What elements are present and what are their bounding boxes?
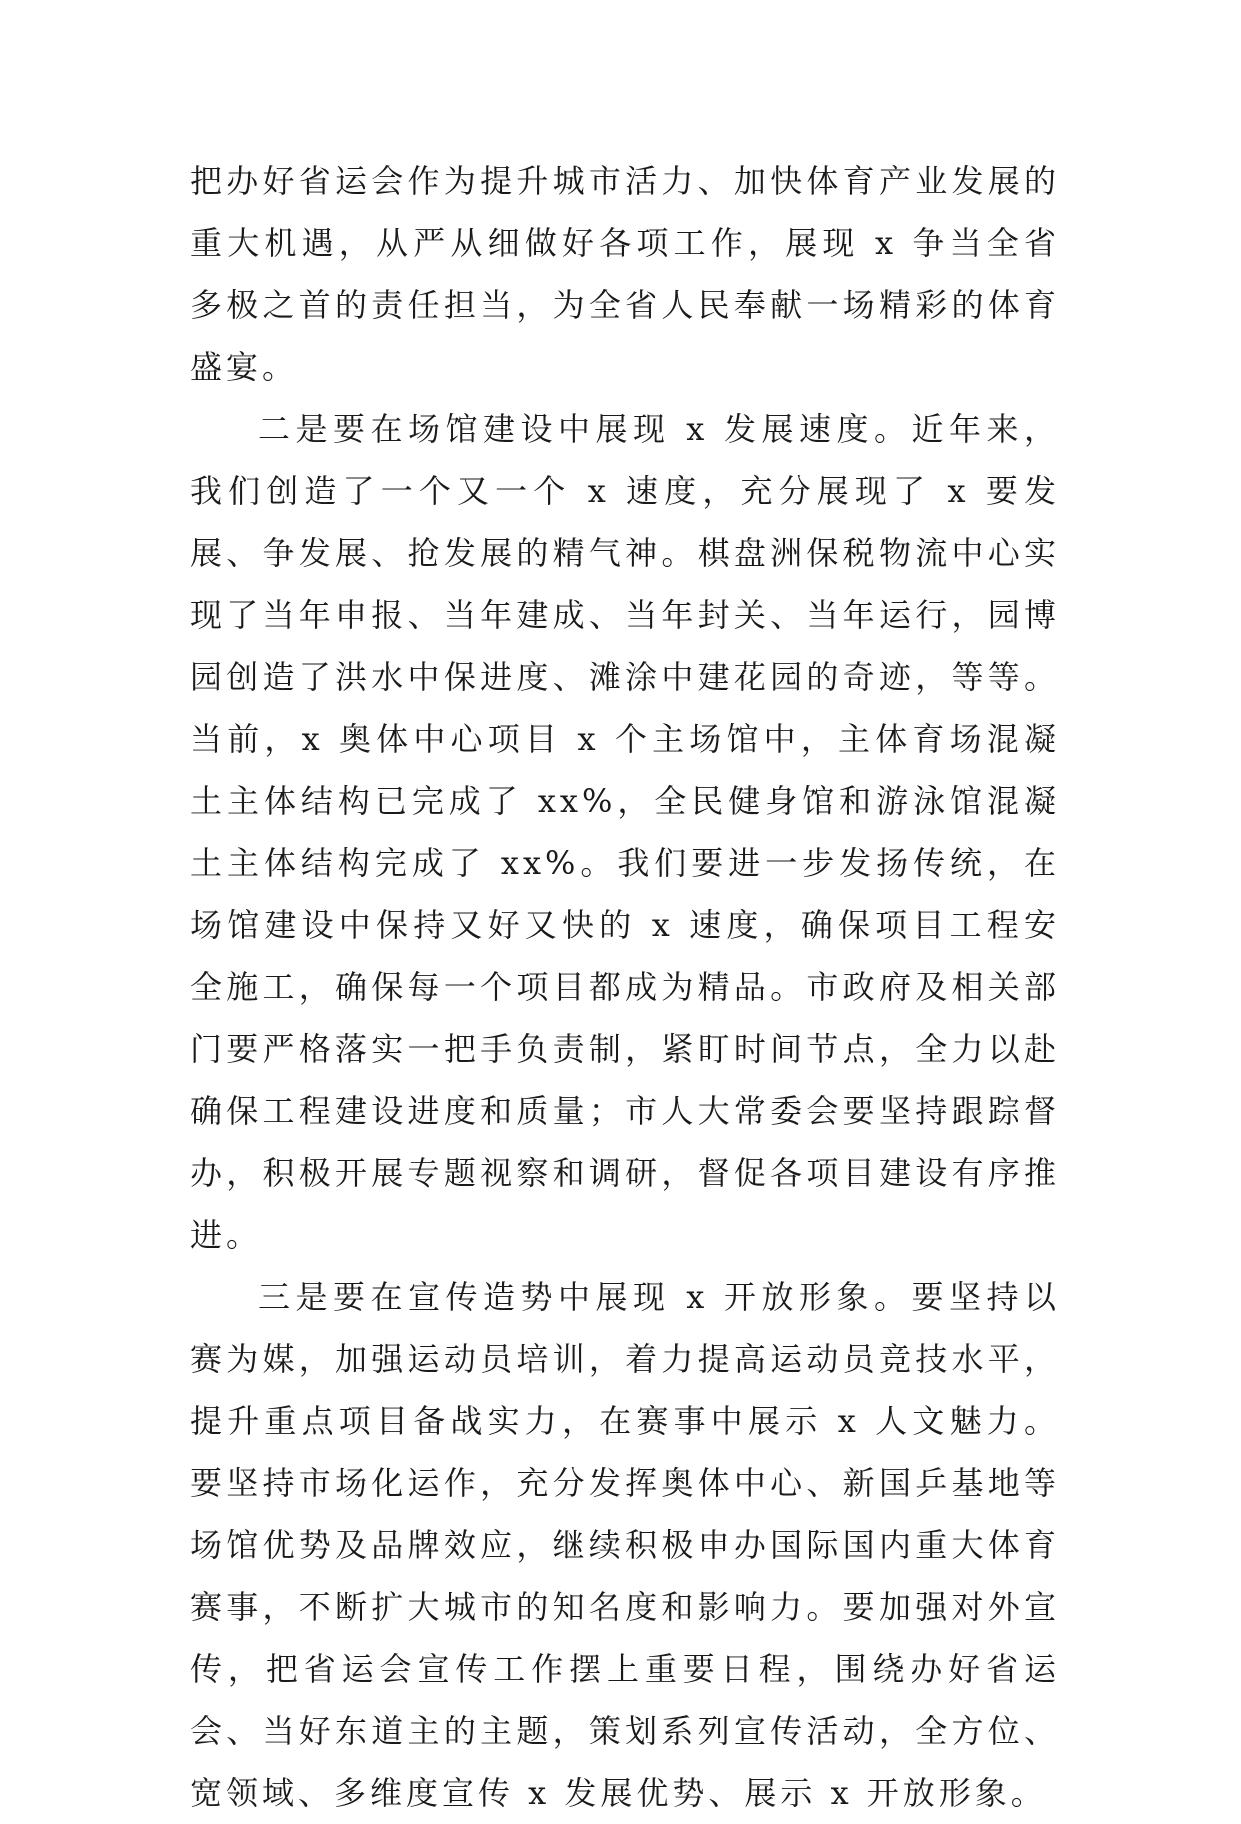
paragraph-continuation: 把办好省运会作为提升城市活力、加快体育产业发展的重大机遇，从严从细做好各项工作，展现 x 争当全省多极之首的责任担当，为全省人民奉献一场精彩的体育盛宴。 (190, 162, 1060, 386)
paragraph-publicity-image: 三是要在宣传造势中展现 x 开放形象。要坚持以赛为媒，加强运动员培训，着力提高运动员竞技水平，提升重点项目备战实力，在赛事中展示 x 人文魅力。要坚持市场化运作，充分发挥奥体中心、新国乒基地等场馆优势及品牌效应，继续积极申办国际国内重大体育赛事，不断扩大城市的知名度和影响力。要加强对外宣传，把省运会宣传工作摆上重要日程，围绕办好省运会、当好东道主的主题，策划系列宣传活动，全方位、宽领域、多维度宣传 x 发展优势、展示 x 开放形象。 (190, 1278, 1060, 1812)
paragraph-venue-construction: 二是要在场馆建设中展现 x 发展速度。近年来，我们创造了一个又一个 x 速度，充分展现了 x 要发展、争发展、抢发展的精气神。棋盘洲保税物流中心实现了当年申报、当年建成、当年封关、当年运行，园博园创造了洪水中保进度、滩涂中建花园的奇迹，等等。当前，x 奥体中心项目 x 个主场馆中，主体育场混凝土主体结构已完成了 xx%，全民健身馆和游泳馆混凝土主体结构完成了 xx%。我们要进一步发扬传统，在场馆建设中保持又好又快的 x 速度，确保项目工程安全施工，确保每一个项目都成为精品。市政府及相关部门要严格落实一把手负责制，紧盯时间节点，全力以赴确保工程建设进度和质量；市人大常委会要坚持跟踪督办，积极开展专题视察和调研，督促各项目建设有序推进。 (190, 410, 1060, 1254)
document-body (190, 150, 1060, 1824)
